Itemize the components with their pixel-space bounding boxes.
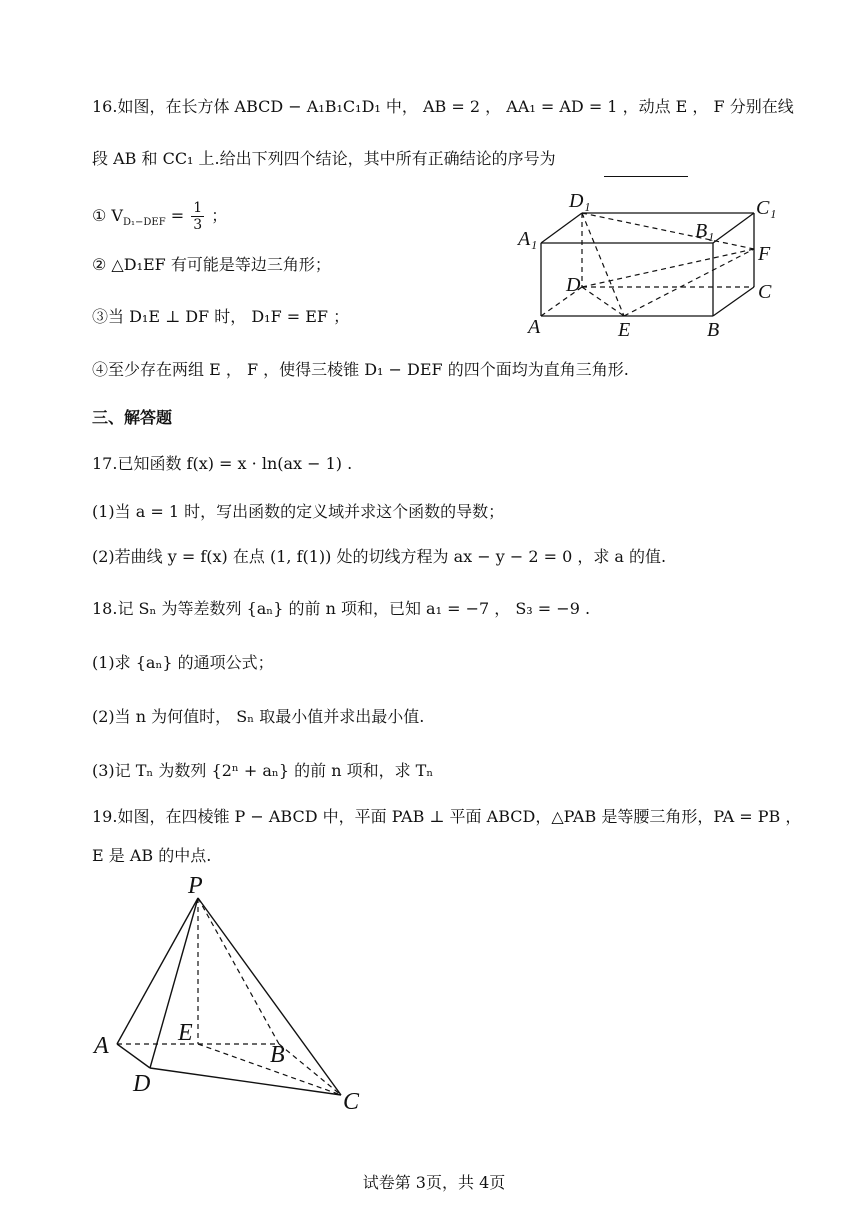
q19-line2: E 是 AB 的中点. bbox=[92, 846, 212, 865]
q16-opt1-end: ； bbox=[206, 206, 228, 225]
label-D-pyramid: D bbox=[133, 1071, 151, 1097]
label-A1: A₁ bbox=[518, 228, 538, 250]
q16-opt1-eq: = bbox=[165, 206, 190, 225]
label-C: C bbox=[758, 281, 772, 303]
label-B1: B₁ bbox=[695, 220, 715, 242]
label-B: B bbox=[707, 319, 720, 341]
label-P: P bbox=[188, 873, 203, 899]
q17-stem: 17.已知函数 f(x) = x · ln(ax − 1) . bbox=[92, 454, 353, 473]
label-C-pyramid: C bbox=[343, 1089, 360, 1115]
q18-part3: (3)记 Tₙ 为数列 {2ⁿ + aₙ} 的前 n 项和，求 Tₙ bbox=[92, 761, 434, 780]
q16-option-4: ④至少存在两组 E ， F ，使得三棱锥 D₁ − DEF 的四个面均为直角三角形. bbox=[92, 360, 629, 379]
label-D1: D₁ bbox=[569, 190, 591, 212]
q18-part2: (2)当 n 为何值时， Sₙ 取最小值并求出最小值. bbox=[92, 707, 425, 726]
q18-stem: 18.记 Sₙ 为等差数列 {aₙ} 的前 n 项和，已知 a₁ = −7 ， S₃ = −9 . bbox=[92, 599, 591, 618]
page-footer: 试卷第 3页，共 4页 bbox=[362, 1173, 506, 1192]
q16-opt1-den: 3 bbox=[193, 217, 203, 233]
q16-option-2: ② △D₁EF 有可能是等边三角形； bbox=[92, 255, 331, 274]
label-C1: C₁ bbox=[756, 197, 777, 219]
label-E-pyramid: E bbox=[178, 1020, 193, 1046]
label-D: D bbox=[566, 274, 581, 296]
label-A-pyramid: A bbox=[94, 1033, 109, 1059]
q16-opt1-num: 1 bbox=[193, 200, 203, 216]
label-F: F bbox=[758, 243, 771, 265]
q16-line2: 段 AB 和 CC₁ 上.给出下列四个结论，其中所有正确结论的序号为 bbox=[92, 149, 556, 168]
section-3-heading: 三、解答题 bbox=[92, 408, 173, 427]
q16-opt1-prefix: ① V bbox=[92, 206, 123, 225]
q17-part2: (2)若曲线 y = f(x) 在点 (1, f(1)) 处的切线方程为 ax − y − 2 = 0 ，求 a 的值. bbox=[92, 547, 667, 566]
q17-part1: (1)当 a = 1 时，写出函数的定义域并求这个函数的导数； bbox=[92, 502, 505, 521]
q19-line1: 19.如图，在四棱锥 P − ABCD 中，平面 PAB ⊥ 平面 ABCD，△PAB 是等腰三角形，PA = PB ， bbox=[92, 807, 802, 826]
q16-option-3: ③当 D₁E ⊥ DF 时， D₁F = EF ； bbox=[92, 307, 350, 326]
q16-opt1-sub: D₁−DEF bbox=[122, 217, 166, 229]
label-A: A bbox=[528, 316, 541, 338]
label-E: E bbox=[618, 319, 631, 341]
q18-part1: (1)求 {aₙ} 的通项公式； bbox=[92, 653, 274, 672]
label-B-pyramid: B bbox=[270, 1042, 285, 1068]
q16-line1: 16.如图，在长方体 ABCD − A₁B₁C₁D₁ 中， AB = 2 ， AA₁ = AD = 1 ，动点 E ， F 分别在线 bbox=[92, 97, 794, 116]
